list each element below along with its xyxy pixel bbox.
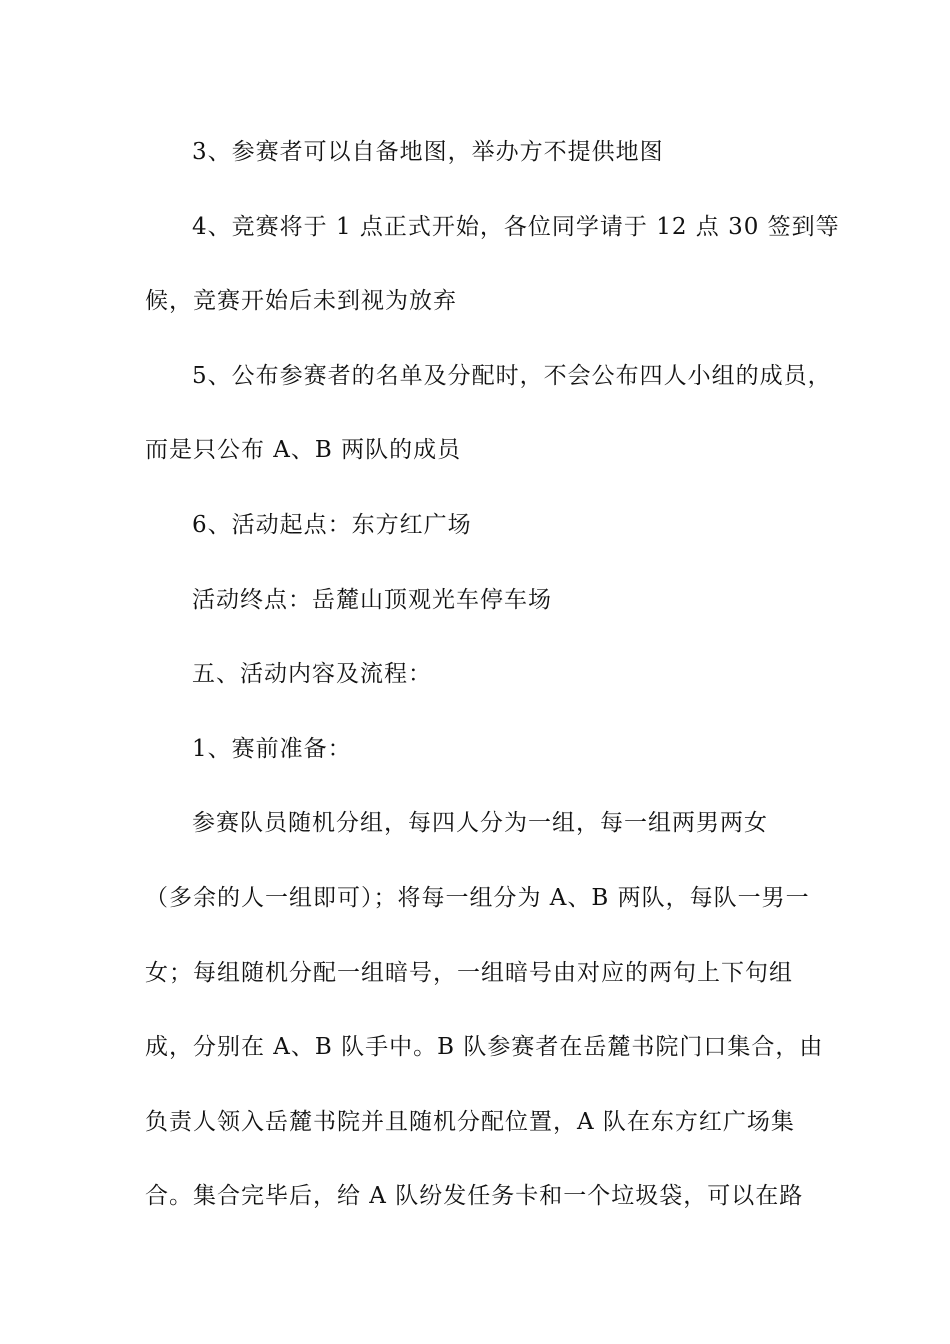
paragraph-line-2: （多余的人一组即可）；将每一组分为 A、B 两队，每队一男一 <box>145 885 810 911</box>
text-line-end-point: 活动终点：岳麓山顶观光车停车场 <box>192 587 552 613</box>
paragraph-line-3: 女；每组随机分配一组暗号，一组暗号由对应的两句上下句组 <box>145 960 793 986</box>
paragraph-line-1: 参赛队员随机分组，每四人分为一组，每一组两男两女 <box>192 810 768 836</box>
text-line-start-point: 6、活动起点：东方红广场 <box>192 512 472 538</box>
section-heading: 五、活动内容及流程： <box>192 661 432 687</box>
text-line-rule-4-cont: 候，竞赛开始后未到视为放弃 <box>145 288 457 314</box>
text-line-rule-4: 4、竞赛将于 1 点正式开始，各位同学请于 12 点 30 签到等 <box>192 214 840 240</box>
text-line-rule-3: 3、参赛者可以自备地图，举办方不提供地图 <box>192 139 664 165</box>
text-line-rule-5-cont: 而是只公布 A、B 两队的成员 <box>145 437 462 463</box>
subsection-heading: 1、赛前准备： <box>192 736 352 762</box>
paragraph-line-4: 成，分别在 A、B 队手中。B 队参赛者在岳麓书院门口集合，由 <box>145 1034 824 1060</box>
paragraph-line-5: 负责人领入岳麓书院并且随机分配位置，A 队在东方红广场集 <box>145 1109 795 1135</box>
text-line-rule-5: 5、公布参赛者的名单及分配时，不会公布四人小组的成员， <box>192 363 832 389</box>
paragraph-line-6: 合。集合完毕后，给 A 队纷发任务卡和一个垃圾袋，可以在路 <box>145 1183 804 1209</box>
